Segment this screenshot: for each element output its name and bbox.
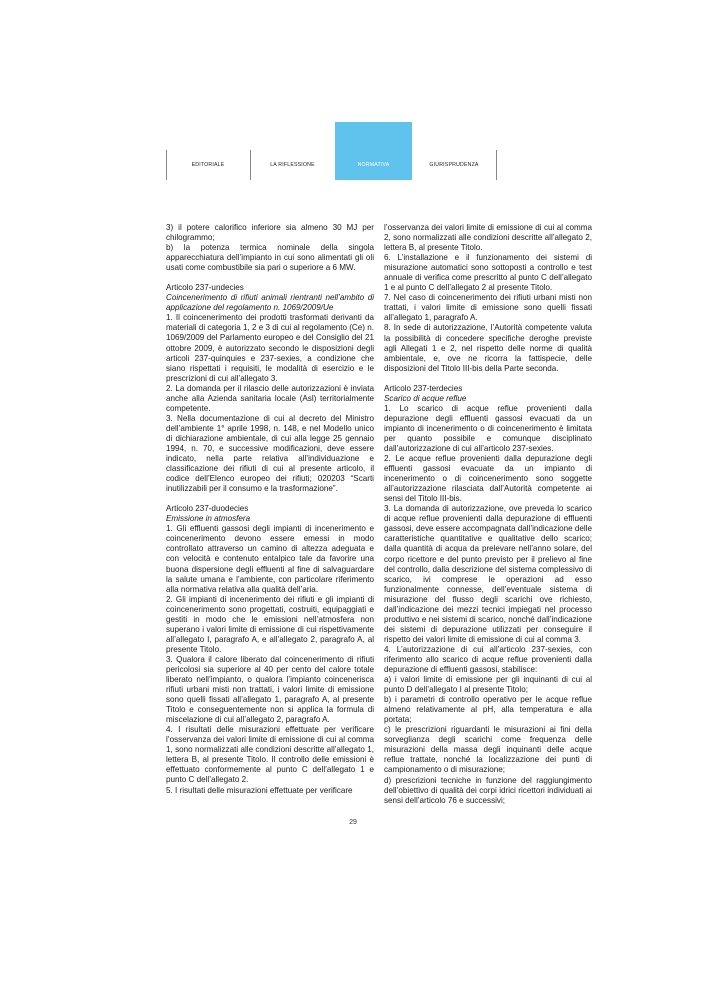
- article-heading: Articolo 237-terdecies: [384, 383, 463, 393]
- left-column: [166, 223, 374, 796]
- paragraph-gap: [166, 273, 374, 283]
- paragraph: 3) il potere calorifico inferiore sia almeno 30 MJ per chilogrammo;: [166, 223, 374, 243]
- paragraph: 4. I risultati delle misurazioni effettuate per verificare l’osservanza dei valori limite di emissione di cui al comma 1, sono normalizzati alle condizioni descritte all’allegato 1, lettera B, al presente Titolo. Il controllo delle emissioni è effettuato conformemente al punto C dell’allegato 1 e punto C dell’allegato 2.: [166, 725, 374, 785]
- right-column: [384, 223, 592, 806]
- paragraph: 1. Il coincenerimento dei prodotti trasformati derivanti da materiali di categoria 1, 2 e 3 di cui al regolamento (Ce) n. 1069/2009 del Parlamento europeo e del Consiglio del 21 ottobre 2009, è autorizzato secondo le disposizioni degli articoli 237-quinquies e 237-sexies, a condizione che siano rispettati i requisiti, le modalità di esercizio e le prescrizioni di cui all’allegato 3.: [166, 313, 374, 383]
- paragraph: 8. In sede di autorizzazione, l’Autorità competente valuta la possibilità di concedere specifiche deroghe previste agli Allegati 1 e 2, nel rispetto delle norme di qualità ambientale, e, ove ne ricorra la fattispecie, delle disposizioni del Titolo III-bis della Parte seconda.: [384, 323, 592, 373]
- article-subtitle: Emissione in atmosfera: [166, 514, 251, 524]
- paragraph: 5. I risultati delle misurazioni effettuate per verificare: [166, 785, 353, 795]
- nav-divider: [496, 150, 497, 180]
- paragraph: 3. La domanda di autorizzazione, ove preveda lo scarico di acque reflue provenienti dalla depurazione di effluenti gassosi, deve essere accompagnata dall’indicazione delle caratteristiche quantitative e qualitative dello scarico; dalla quantità di acqua da prelevare nell’anno solare, del corpo ricettore e del punto previsto per il prelievo al fine del controllo, dalla descrizione del sistema complessivo di scarico, ivi comprese le operazioni ad esso funzionalmente connesse, dell’eventuale sistema di misurazione del flusso degli scarichi ove richiesto, dall’indicazione dei mezzi tecnici impiegati nel processo produttivo e nei sistemi di scarico, nonché dall’indicazione dei sistemi di depurazione utilizzati per conseguire il rispetto dei valori limite di emissione di cui al comma 3.: [384, 504, 592, 644]
- list-item: c) le prescrizioni riguardanti le misurazioni ai fini della sorveglianza degli scarichi come frequenza delle misurazioni della massa degli inquinanti delle acque reflue trattate, nonché la localizzazione dei punti di campionamento o di misurazione;: [384, 725, 592, 775]
- nav-item-giurisprudenza[interactable]: GIURISPRUDENZA: [429, 162, 479, 168]
- paragraph: l’osservanza dei valori limite di emissione di cui al comma 2, sono normalizzati alle condizioni descritte all’allegato 2, lettera B, al presente Titolo.: [384, 223, 592, 253]
- article-heading: Articolo 237-duodecies: [166, 504, 249, 514]
- paragraph: 4. L’autorizzazione di cui all’articolo 237-sexies, con riferimento allo scarico di acque reflue provenienti dalla depurazione di effluenti gassosi, stabilisce:: [384, 644, 592, 675]
- paragraph: 2. Le acque reflue provenienti dalla depurazione degli effluenti gassosi evacuate da un impianto di incenerimento o di coincenerimento sono soggette all’autorizzazione rilasciata dall’Autorità competente ai sensi del Titolo III-bis.: [384, 454, 592, 504]
- paragraph: 2. La domanda per il rilascio delle autorizzazioni è inviata anche alla Azienda sanitaria locale (Asl) territorialmente competente.: [166, 383, 374, 413]
- article-heading: Articolo 237-undecies: [166, 283, 244, 293]
- article-subtitle: Coincenerimento di rifiuti animali rientranti nell’ambito di applicazione del regolamento n. 1069/2009/Ue: [166, 293, 374, 313]
- paragraph: 2. Gli impianti di incenerimento dei rifiuti e gli impianti di coincenerimento sono progettati, costruiti, equipaggiati e gestiti in modo che le emissioni nell’atmosfera non superano i valori limite di emissione di cui rispettivamente all’allegato I, paragrafo A, e all’allegato 2, paragrafo A, al presente Titolo.: [166, 594, 374, 654]
- list-item: b) i parametri di controllo operativo per le acque reflue almeno relativamente al pH, alla temperatura e alla portata;: [384, 695, 592, 725]
- paragraph: 1. Lo scarico di acque reflue provenienti dalla depurazione degli effluenti gassosi evacuati da un impianto di incenerimento o di coincenerimento è limitata per quanto possibile e comunque disciplinato dall’autorizzazione di cui all’articolo 237-sexies.: [384, 403, 592, 453]
- paragraph: 1. Gli effluenti gassosi degli impianti di incenerimento e coincenerimento devono essere emessi in modo controllato attraverso un camino di altezza adeguata e con velocità e contenuto entalpico tale da favorire una buona dispersione degli effluenti al fine di salvaguardare la salute umana e l’ambiente, con particolare riferimento alla normativa relativa alla qualità dell’aria.: [166, 524, 374, 594]
- paragraph: b) la potenza termica nominale della singola apparecchiatura dell’impianto in cui sono alimentati gli oli usati come combustibile sia pari o superiore a 6 MW.: [166, 243, 374, 273]
- page-number: 29: [349, 819, 357, 826]
- nav-item-la-riflessione[interactable]: LA RIFLESSIONE: [270, 162, 315, 168]
- nav-item-normativa[interactable]: NORMATIVA: [357, 162, 390, 168]
- paragraph: 7. Nel caso di coincenerimento dei rifiuti urbani misti non trattati, i valori limite di emissione sono quelli fissati all’allegato 1, paragrafo A.: [384, 293, 592, 323]
- list-item: d) prescrizioni tecniche in funzione del raggiungimento dell’obiettivo di qualità dei corpi idrici ricettori individuati ai sensi dell’articolo 76 e successivi;: [384, 775, 592, 805]
- list-item: a) i valori limite di emissione per gli inquinanti di cui al punto D dell’allegato I al presente Titolo;: [384, 675, 592, 695]
- paragraph-gap: [166, 494, 374, 504]
- paragraph: 3. Nella documentazione di cui al decreto del Ministro dell’ambiente 1° aprile 1998, n. 148, e nel Modello unico di dichiarazione ambientale, di cui alla legge 25 gennaio 1994, n. 70, e successive modificazioni, deve essere indicato, nella parte relativa all’individuazione e classificazione dei rifiuti di cui al presente articolo, il codice dell’Elenco europeo dei rifiuti; 020203 “Scarti inutilizzabili per il consumo e la trasformazione”.: [166, 413, 374, 494]
- paragraph-gap: [384, 374, 592, 384]
- article-subtitle: Scarico di acque reflue: [384, 393, 467, 403]
- paragraph: 6. L’installazione e il funzionamento dei sistemi di misurazione automatici sono sottoposti a controllo e test annuale di verifica come prescritto al punto C dell’allegato 1 e al punto C dell’allegato 2 al presente Titolo.: [384, 253, 592, 293]
- paragraph: 3. Qualora il calore liberato dal coincenerimento di rifiuti pericolosi sia superiore al 40 per cento del calore totale liberato nell’impianto, o qualora l’impianto coincenerisca rifiuti urbani misti non trattati, i valori limite di emissione sono quelli fissati all’allegato 1, paragrafo A, al presente Titolo e conseguentemente non si applica la formula di miscelazione di cui all’allegato 2, paragrafo A.: [166, 654, 374, 725]
- nav-item-editoriale[interactable]: EDITORIALE: [191, 162, 225, 168]
